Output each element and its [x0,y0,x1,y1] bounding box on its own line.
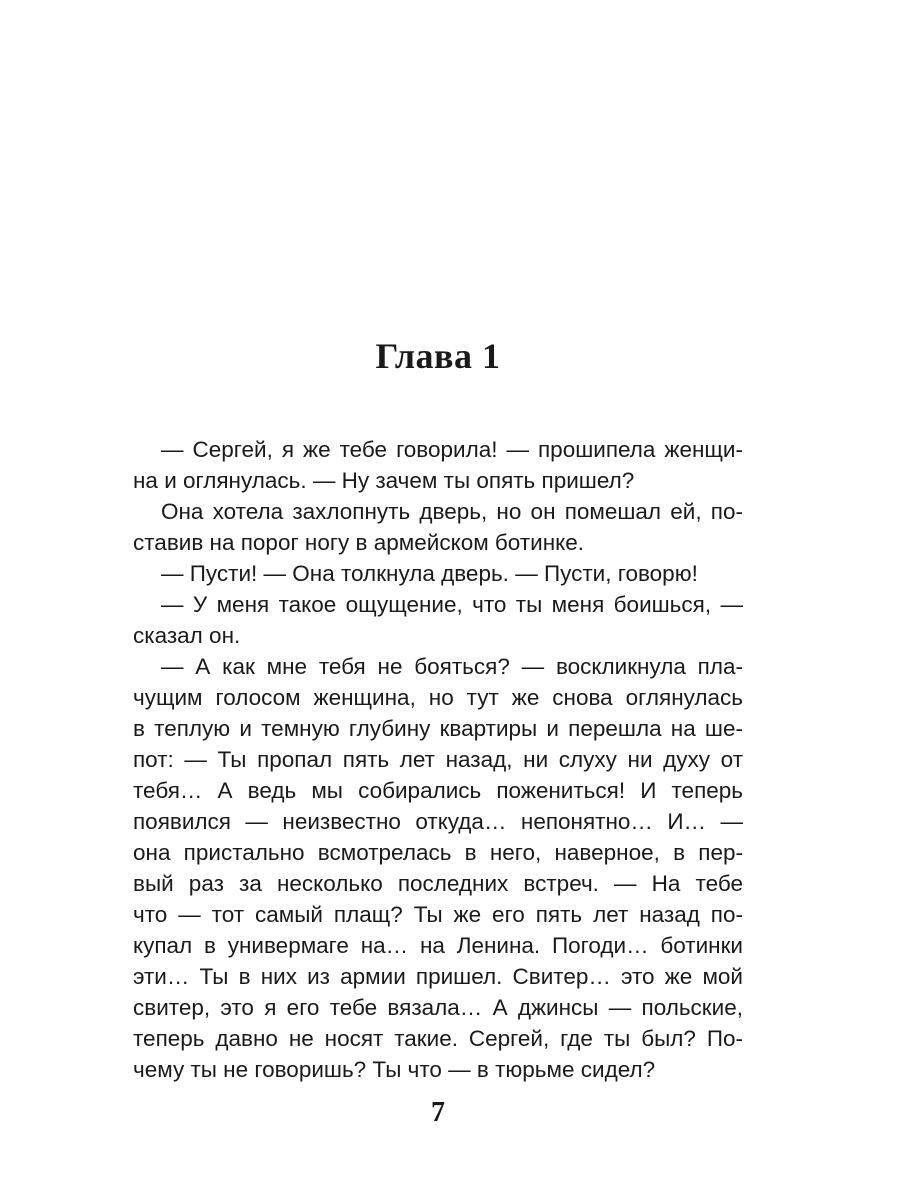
chapter-body [133,434,743,1085]
text-line: — Сергей, я же тебе говорила! — прошипела женщи- [161,437,743,462]
text-line: в теплую и темную глубину квартиры и перешла на ше- [133,716,743,741]
text-line: теперь давно не носят такие. Сергей, где ты был? По- [133,1026,743,1051]
text-line: тебя… А ведь мы собирались пожениться! И теперь [133,778,743,803]
text-line: купал в универмаге на… на Ленина. Погоди… ботинки [133,933,743,958]
text-line: — Пусти! — Она толкнула дверь. — Пусти, говорю! [161,561,698,586]
page-number: 7 [431,1097,445,1128]
text-line: эти… Ты в них из армии пришел. Свитер… это же мой [133,964,743,989]
text-line: вый раз за несколько последних встреч. — На тебе [133,871,743,896]
text-line: — У меня такое ощущение, что ты меня боишься, — [161,592,743,617]
text-line: на и оглянулась. — Ну зачем ты опять пришел? [133,468,635,493]
chapter-title: Глава 1 [375,336,501,376]
text-line: — А как мне тебя не бояться? — воскликнула пла- [161,654,743,679]
text-line: сказал он. [133,623,241,648]
text-line: свитер, это я его тебе вязала… А джинсы — польские, [133,995,743,1020]
text-line: что — тот самый плащ? Ты же его пять лет назад по- [133,902,743,927]
text-line: Она хотела захлопнуть дверь, но он помешал ей, по- [161,499,743,524]
text-line: ставив на порог ногу в армейском ботинке. [133,530,584,555]
text-line: чему ты не говоришь? Ты что — в тюрьме сидел? [133,1057,656,1082]
text-line: чущим голосом женщина, но тут же снова оглянулась [133,685,743,710]
text-line: она пристально всмотрелась в него, наверное, в пер- [133,840,743,865]
text-line: появился — неизвестно откуда… непонятно… И… — [133,809,743,834]
text-line: пот: — Ты пропал пять лет назад, ни слуху ни духу от [133,747,743,772]
